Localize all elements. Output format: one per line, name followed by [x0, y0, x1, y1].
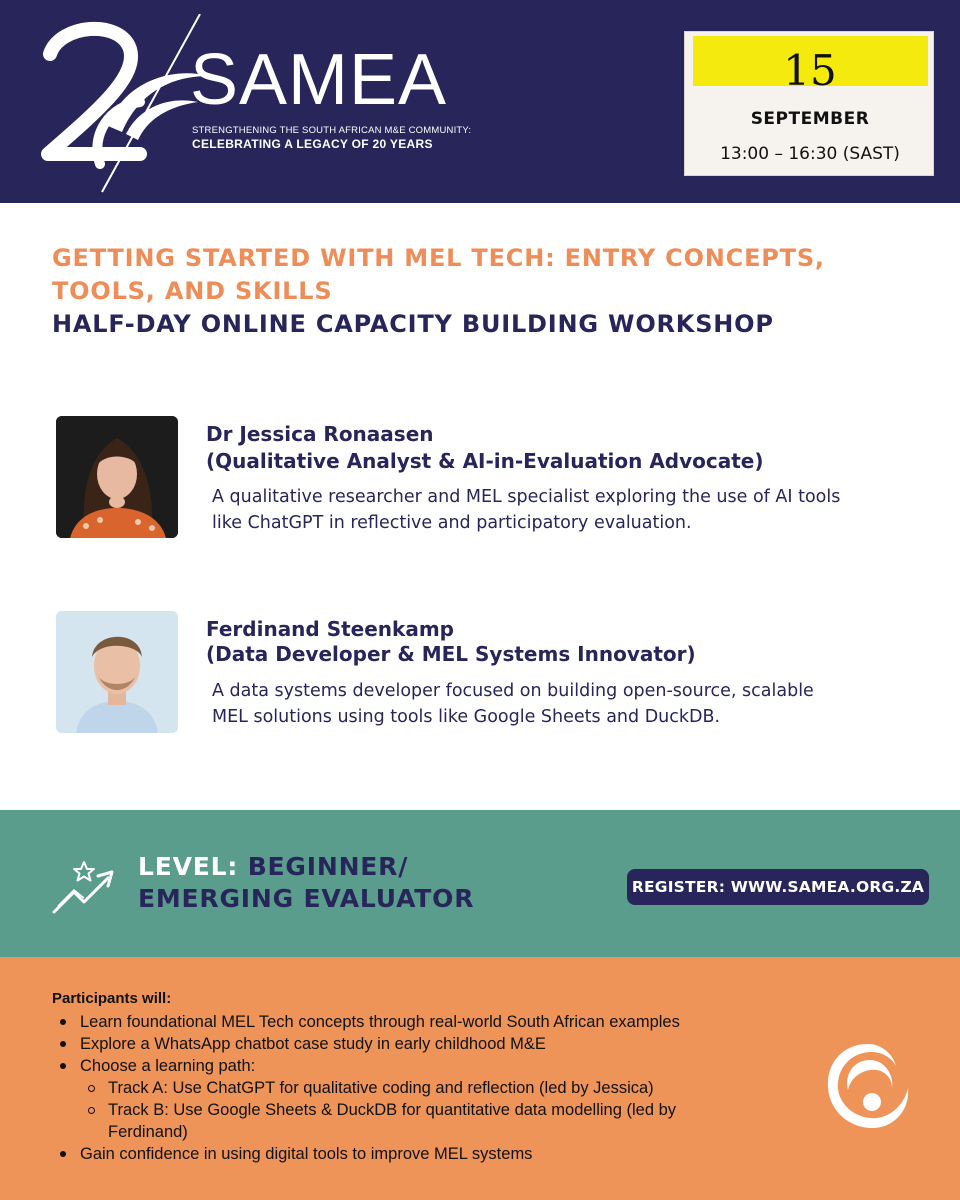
event-day: 15	[783, 46, 837, 95]
list-item: Choose a learning path:	[60, 1055, 680, 1077]
sub-list-item: Track A: Use ChatGPT for qualitative coding and reflection (led by Jessica)	[60, 1077, 680, 1099]
speaker-name-jessica: Dr Jessica Ronaasen	[206, 422, 434, 446]
speaker-role-ferdinand: (Data Developer & MEL Systems Innovator)	[206, 642, 696, 666]
samea-spiral-logo-icon	[822, 1040, 914, 1132]
level-value: BEGINNER/	[247, 852, 409, 881]
speaker-bio-line: A data systems developer focused on building open-source, scalable	[212, 681, 814, 701]
workshop-title-line-2: TOOLS, AND SKILLS	[52, 277, 333, 305]
event-month: SEPTEMBER	[750, 109, 870, 129]
header-banner	[0, 0, 960, 203]
speaker-photo-ferdinand	[56, 611, 178, 733]
brand-tagline: STRENGTHENING THE SOUTH AFRICAN M&E COMMUNITY:	[192, 125, 472, 136]
speaker-bio-line: like ChatGPT in reflective and participatory evaluation.	[212, 513, 692, 533]
speaker-bio-line: MEL solutions using tools like Google Sheets and DuckDB.	[212, 707, 721, 727]
speaker-bio-ferdinand	[212, 678, 932, 730]
sub-list-item: Track B: Use Google Sheets & DuckDB for quantitative data modelling (led by	[60, 1099, 680, 1121]
workshop-subtitle: HALF-DAY ONLINE CAPACITY BUILDING WORKSHOP	[52, 310, 774, 338]
list-item: Gain confidence in using digital tools to improve MEL systems	[60, 1143, 680, 1165]
speaker-name-ferdinand: Ferdinand Steenkamp	[206, 617, 454, 641]
register-button[interactable]: REGISTER: WWW.SAMEA.ORG.ZA	[627, 869, 929, 905]
speaker-photo-jessica	[56, 416, 178, 538]
speaker-role-jessica: (Qualitative Analyst & AI-in-Evaluation Advocate)	[206, 449, 764, 473]
brand-tagline-bold: CELEBRATING A LEGACY OF 20 YEARS	[192, 137, 433, 151]
participants-list	[60, 1011, 680, 1165]
workshop-title	[52, 242, 912, 308]
event-time: 13:00 – 16:30 (SAST)	[720, 144, 900, 164]
speaker-bio-line: A qualitative researcher and MEL specialist exploring the use of AI tools	[212, 487, 841, 507]
sub-list-item-continued: Ferdinand)	[108, 1123, 188, 1141]
trending-up-star-icon	[50, 858, 120, 916]
workshop-title-line-1: GETTING STARTED WITH MEL TECH: ENTRY CONCEPTS,	[52, 244, 825, 272]
brand-name: SAMEA	[190, 40, 448, 120]
level-value-continued: EMERGING EVALUATOR	[138, 884, 475, 913]
participants-heading: Participants will:	[52, 990, 172, 1007]
speaker-bio-jessica	[212, 484, 932, 536]
level-label	[138, 851, 408, 883]
list-item: Explore a WhatsApp chatbot case study in early childhood M&E	[60, 1033, 680, 1055]
list-item: Learn foundational MEL Tech concepts through real-world South African examples	[60, 1011, 680, 1033]
date-card	[684, 31, 934, 176]
level-key: LEVEL:	[138, 852, 239, 881]
